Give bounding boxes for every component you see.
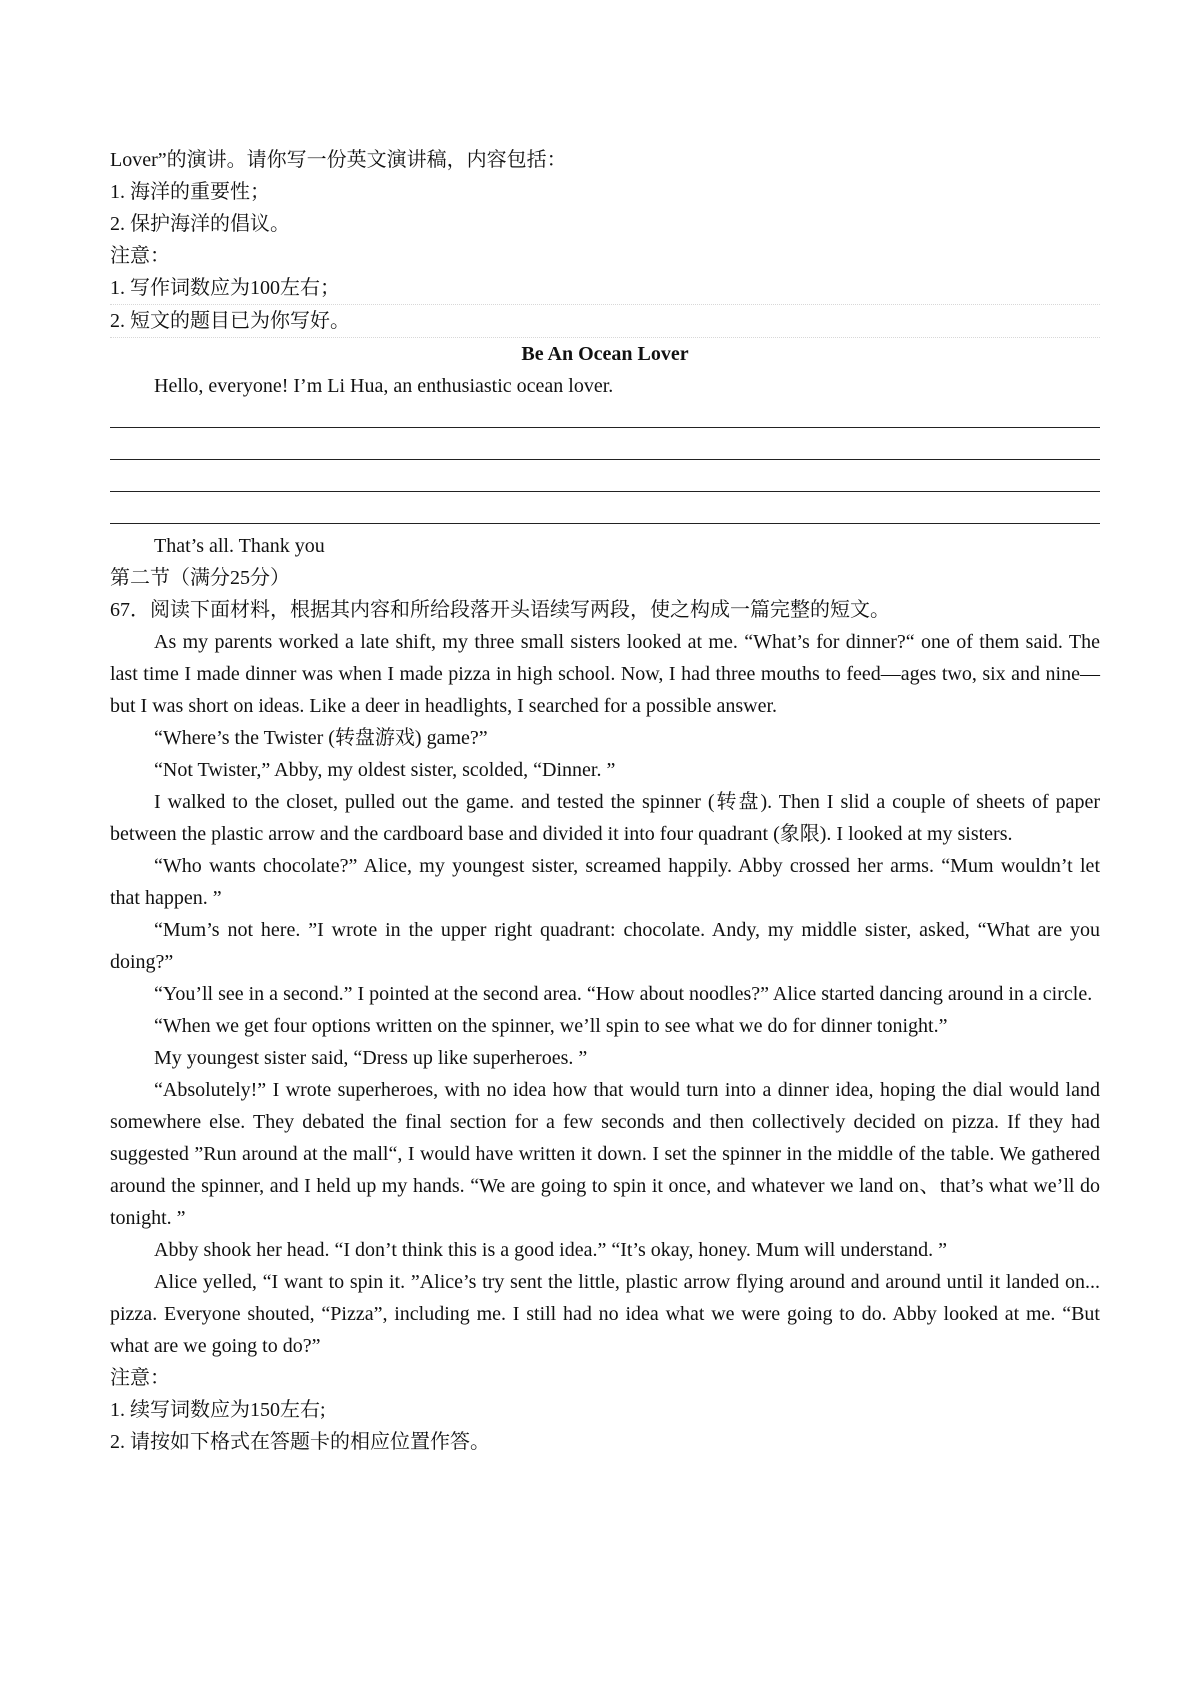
answer-line-1[interactable] bbox=[110, 402, 1100, 434]
continuation-note-1: 1. 续写词数应为150左右; bbox=[110, 1399, 326, 1421]
answer-line-4[interactable] bbox=[110, 498, 1100, 530]
task-item-1: 1. 海洋的重要性； bbox=[110, 181, 270, 203]
story-paragraph-10: “Absolutely!” I wrote superheroes, with no idea how that would turn into a dinner idea, hoping the dial would land somewhere else. They debated the final section for a few seconds and then collectively decided on pizza. If they had suggested ”Run around at the mall“, I would have written it down. I set the spinner in the middle of the table. We gathered around the spinner, and I held up my hands. “We are going to spin it once, and whatever we land on、that’s what we’ll do tonight. ” bbox=[110, 1079, 1100, 1229]
question-67: 67．阅读下面材料，根据其内容和所给段落开头语续写两段，使之构成一篇完整的短文。 bbox=[110, 599, 890, 621]
story-paragraph-4: I walked to the closet, pulled out the game. and tested the spinner (转盘). Then I slid a couple of sheets of paper between the plastic arrow and the cardboard base and divided it into four quadrant (象限). I looked at my sisters. bbox=[110, 791, 1100, 845]
essay-opening: Hello, everyone! I’m Li Hua, an enthusiastic ocean lover. bbox=[154, 375, 614, 397]
continuation-note-2: 2. 请按如下格式在答题卡的相应位置作答。 bbox=[110, 1431, 490, 1453]
story-paragraph-8: “When we get four options written on the spinner, we’ll spin to see what we do for dinner tonight.” bbox=[154, 1015, 948, 1037]
section-heading: 第二节（满分25分） bbox=[110, 567, 290, 589]
essay-title: Be An Ocean Lover bbox=[521, 343, 689, 365]
task-note-2: 2. 短文的题目已为你写好。 bbox=[110, 305, 1100, 338]
answer-line-3[interactable] bbox=[110, 466, 1100, 498]
story-paragraph-7: “You’ll see in a second.” I pointed at the second area. “How about noodles?” Alice started dancing around in a circle. bbox=[154, 983, 1093, 1005]
story-paragraph-2: “Where’s the Twister (转盘游戏) game?” bbox=[154, 727, 488, 749]
task-item-2: 2. 保护海洋的倡议。 bbox=[110, 213, 290, 235]
task-notes-label: 注意： bbox=[110, 245, 170, 267]
answer-line-2[interactable] bbox=[110, 434, 1100, 466]
essay-closing: That’s all. Thank you bbox=[154, 535, 325, 557]
story-paragraph-11: Abby shook her head. “I don’t think this is a good idea.” “It’s okay, honey. Mum will understand. ” bbox=[154, 1239, 947, 1261]
story-paragraph-6: “Mum’s not here. ”I wrote in the upper right quadrant: chocolate. Andy, my middle sister, asked, “What are you doing?” bbox=[110, 919, 1100, 973]
task-intro-line: Lover”的演讲。请你写一份英文演讲稿，内容包括： bbox=[110, 149, 567, 171]
story-paragraph-12: Alice yelled, “I want to spin it. ”Alice’s try sent the little, plastic arrow flying around and around until it landed on... pizza. Everyone shouted, “Pizza”, including me. I still had no idea what we were going to do. Abby looked at me. “But what are we going to do?” bbox=[110, 1271, 1100, 1357]
story-paragraph-5: “Who wants chocolate?” Alice, my youngest sister, screamed happily. Abby crossed her arms. “Mum wouldn’t let that happen. ” bbox=[110, 855, 1100, 909]
task-note-1: 1. 写作词数应为100左右； bbox=[110, 272, 1100, 305]
continuation-notes-label: 注意： bbox=[110, 1367, 170, 1389]
story-paragraph-1: As my parents worked a late shift, my three small sisters looked at me. “What’s for dinner?“ one of them said. The last time I made dinner was when I made pizza in high school. Now, I had three mouths to feed—ages two, six and nine—but I was short on ideas. Like a deer in headlights, I searched for a possible answer. bbox=[110, 631, 1100, 717]
exam-page bbox=[110, 144, 1100, 1458]
story-paragraph-9: My youngest sister said, “Dress up like superheroes. ” bbox=[154, 1047, 588, 1069]
story-paragraph-3: “Not Twister,” Abby, my oldest sister, scolded, “Dinner. ” bbox=[154, 759, 616, 781]
